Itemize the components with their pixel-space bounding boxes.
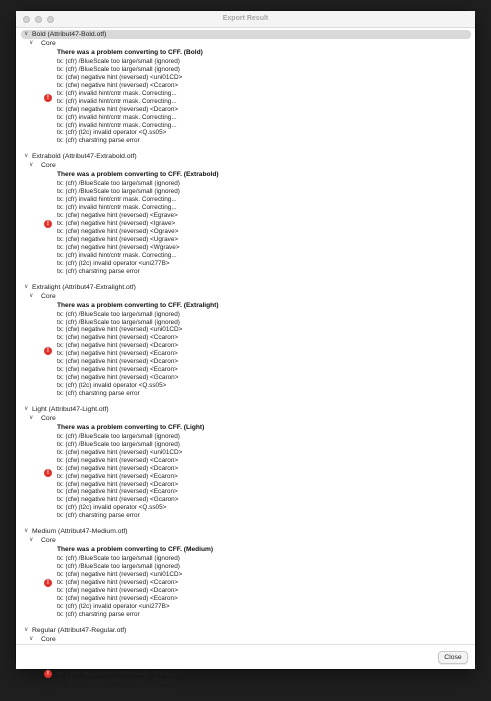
core-row[interactable] xyxy=(16,161,475,170)
font-file-row[interactable] xyxy=(21,405,471,414)
log-line: tx: (cfw) negative hint (reversed) <Ecaron> xyxy=(57,350,178,358)
log-line: tx: (cfr) charstring parse error xyxy=(57,267,140,275)
result-group xyxy=(16,283,475,398)
result-group xyxy=(16,152,475,275)
chevron-down-icon[interactable]: ∨ xyxy=(29,537,34,544)
chevron-down-icon[interactable]: ∨ xyxy=(24,153,29,160)
log-line: tx: (cfr) (t2c) invalid operator <Q.ss05> xyxy=(57,504,167,512)
log-line: tx: (cfr) charstring parse error xyxy=(57,137,140,145)
log-line: tx: (cfr) invalid hint/cntr mask. Correcting... xyxy=(57,196,177,204)
log-line: tx: (cfw) negative hint (reversed) <Ccaron> xyxy=(57,81,179,89)
font-file-label: Medium (Attribut47-Medium.otf) xyxy=(32,528,128,536)
log-line: tx: (cfw) negative hint (reversed) <Dcaron> xyxy=(57,685,179,693)
chevron-down-icon[interactable]: ∨ xyxy=(24,626,29,633)
font-file-row[interactable] xyxy=(21,283,471,292)
font-file-label: Light (Attribut47-Light.otf) xyxy=(32,405,109,413)
log-line: tx: (cfw) negative hint (reversed) <Ccaron> xyxy=(57,456,179,464)
log-line: tx: (cfr) /BlueScale too large/small (ignored) xyxy=(57,58,180,65)
log-line: tx: (cfr) /BlueScale too large/small (ignored) xyxy=(57,432,180,440)
core-row[interactable] xyxy=(16,414,475,423)
log-line: tx: (cfw) negative hint (reversed) <Ugrave> xyxy=(57,235,179,243)
font-file-row[interactable] xyxy=(21,152,471,161)
log-line: tx: (cfw) negative hint (reversed) <Ecaron> xyxy=(57,693,178,701)
core-row[interactable] xyxy=(16,292,475,301)
log-line: tx: (cfw) negative hint (reversed) <uni01CD> xyxy=(57,73,183,81)
window-title: Export Result xyxy=(222,15,269,22)
chevron-down-icon[interactable]: ∨ xyxy=(29,414,34,421)
error-icon: ! xyxy=(44,469,52,477)
log-line: tx: (cfr) charstring parse error xyxy=(57,610,140,618)
error-icon: ! xyxy=(44,347,52,355)
error-icon: ! xyxy=(44,94,52,102)
error-title: There was a problem converting to CFF. (Medium) xyxy=(57,546,214,554)
log-line: tx: (cfw) negative hint (reversed) <Igrave> xyxy=(57,220,176,227)
log-line: tx: (cfw) negative hint (reversed) <uni01CD> xyxy=(57,326,183,334)
log-line: tx: (cfr) invalid hint/cntr mask. Correcting... xyxy=(57,251,177,259)
log-line: tx: (cfw) negative hint (reversed) <Dcaron> xyxy=(57,586,179,594)
error-message xyxy=(16,170,475,275)
log-line: tx: (cfw) negative hint (reversed) <Dcaron> xyxy=(57,342,179,350)
font-file-label: Regular (Attribut47-Regular.otf) xyxy=(32,626,127,634)
log-line: tx: (cfw) negative hint (reversed) <uni01CD> xyxy=(57,448,183,456)
log-line: tx: (cfr) /BlueScale too large/small (ignored) xyxy=(57,440,180,448)
log-line: tx: (cfr) /BlueScale too large/small (ignored) xyxy=(57,318,180,326)
error-icon: ! xyxy=(44,670,52,678)
log-line: tx: (cfw) negative hint (reversed) <Gcaron> xyxy=(57,374,179,382)
export-result-window xyxy=(16,11,475,701)
log-line: tx: (cfr) (t2c) invalid operator <Q.ss05> xyxy=(57,129,167,137)
log-line: tx: (cfr) /BlueScale too large/small (ignored) xyxy=(57,555,180,563)
log-line: tx: (cfw) negative hint (reversed) <Ograve> xyxy=(57,227,179,235)
log-line: tx: (cfw) negative hint (reversed) <Gcaron> xyxy=(57,496,179,504)
result-group xyxy=(16,30,475,145)
log-line: tx: (cfr) charstring parse error xyxy=(57,389,140,397)
log-line: tx: (cfr) invalid hint/cntr mask. Correcting... xyxy=(57,97,177,105)
error-title: There was a problem converting to CFF. (Bold) xyxy=(57,49,203,56)
log-line: tx: (cfr) charstring parse error xyxy=(57,512,140,520)
log-line: tx: (cfr) /BlueScale too large/small (ignored) xyxy=(57,310,180,318)
log-line: tx: (cfw) negative hint (reversed) <Dcaron> xyxy=(57,480,179,488)
log-line: tx: (cfw) negative hint (reversed) <Egrave> xyxy=(57,212,178,220)
chevron-down-icon[interactable]: ∨ xyxy=(24,405,29,412)
log-line: tx: (cfw) negative hint (reversed) <Ecaron> xyxy=(57,472,178,480)
error-title: There was a problem converting to CFF. (Light) xyxy=(57,423,205,431)
error-message xyxy=(16,545,475,619)
font-file-row[interactable] xyxy=(21,626,471,635)
log-line: tx: (cfw) negative hint (reversed) <Dcaron> xyxy=(57,358,179,366)
log-line: tx: (cfr) invalid hint/cntr mask. Correcting... xyxy=(57,204,177,212)
chevron-down-icon[interactable]: ∨ xyxy=(24,31,29,37)
log-line: tx: (cfr) /BlueScale too large/small (ignored) xyxy=(57,188,180,196)
log-line: tx: (cfr) invalid hint/cntr mask. Correcting... xyxy=(57,113,177,121)
log-line: tx: (cfw) negative hint (reversed) <Ecaron> xyxy=(57,366,178,374)
error-icon: ! xyxy=(44,579,52,587)
error-title: There was a problem converting to CFF. (Extralight) xyxy=(57,301,219,309)
error-message xyxy=(16,48,475,145)
core-label: Core xyxy=(41,162,56,170)
result-group xyxy=(16,527,475,619)
core-row[interactable] xyxy=(16,536,475,545)
font-file-label: Extralight (Attribut47-Extralight.otf) xyxy=(32,283,136,291)
log-line: tx: (cfr) invalid hint/cntr mask. Correcting... xyxy=(57,89,177,97)
core-label: Core xyxy=(41,292,56,300)
log-line: tx: (cfw) negative hint (reversed) <Ccaron> xyxy=(57,677,179,685)
core-row[interactable] xyxy=(16,39,475,48)
log-line: tx: (cfr) (t2c) invalid operator <Q.ss05> xyxy=(57,382,167,389)
core-label: Core xyxy=(41,40,56,47)
close-button[interactable]: Close xyxy=(438,651,468,664)
chevron-down-icon[interactable]: ∨ xyxy=(29,40,34,46)
log-line: tx: (cfw) negative hint (reversed) <Ecaron> xyxy=(57,488,178,496)
error-title: There was a problem converting to CFF. (Extrabold) xyxy=(57,171,219,179)
log-line: tx: (cfw) negative hint (reversed) <Dcaron> xyxy=(57,105,179,113)
log-line: tx: (cfw) negative hint (reversed) <Ccaron> xyxy=(57,334,179,342)
log-line: tx: (cfr) (t2c) invalid operator <uni277B> xyxy=(57,602,170,610)
log-line: tx: (cfr) /BlueScale too large/small (ignored) xyxy=(57,180,180,188)
log-line: tx: (cfr) (t2c) invalid operator <uni277B> xyxy=(57,259,170,267)
log-line: tx: (cfw) negative hint (reversed) <Ccaron> xyxy=(57,579,179,586)
log-line: tx: (cfw) negative hint (reversed) <Ecaron> xyxy=(57,594,178,602)
footer-bar xyxy=(16,644,475,669)
chevron-down-icon[interactable]: ∨ xyxy=(24,283,29,290)
log-line: tx: (cfw) negative hint (reversed) <uni01CD> xyxy=(57,571,183,579)
log-line: tx: (cfr) invalid hint/cntr mask. Correcting... xyxy=(57,121,177,129)
chevron-down-icon[interactable]: ∨ xyxy=(29,292,34,299)
error-message xyxy=(16,423,475,520)
error-message xyxy=(16,301,475,398)
log-line: tx: (cfw) negative hint (reversed) <Dcaron> xyxy=(57,464,179,472)
font-file-row[interactable] xyxy=(21,30,471,39)
chevron-down-icon[interactable]: ∨ xyxy=(24,528,29,535)
chevron-down-icon[interactable]: ∨ xyxy=(29,635,34,642)
core-label: Core xyxy=(41,635,56,643)
log-line: tx: (cfw) negative hint (reversed) <uni01CD> xyxy=(57,669,183,677)
core-label: Core xyxy=(41,537,56,545)
result-group xyxy=(16,405,475,520)
core-label: Core xyxy=(41,414,56,422)
core-row[interactable] xyxy=(16,635,475,644)
log-line: tx: (cfr) /BlueScale too large/small (ignored) xyxy=(57,563,180,571)
font-file-row[interactable] xyxy=(21,527,471,536)
font-file-label: Bold (Attribut47-Bold.otf) xyxy=(32,31,107,38)
log-line: tx: (cfr) /BlueScale too large/small (ignored) xyxy=(57,65,180,73)
title-bar xyxy=(16,11,475,28)
font-file-label: Extrabold (Attribut47-Extrabold.otf) xyxy=(32,153,137,161)
error-icon: ! xyxy=(44,220,52,228)
chevron-down-icon[interactable]: ∨ xyxy=(29,162,34,169)
log-line: tx: (cfw) negative hint (reversed) <Wgrave> xyxy=(57,243,180,251)
